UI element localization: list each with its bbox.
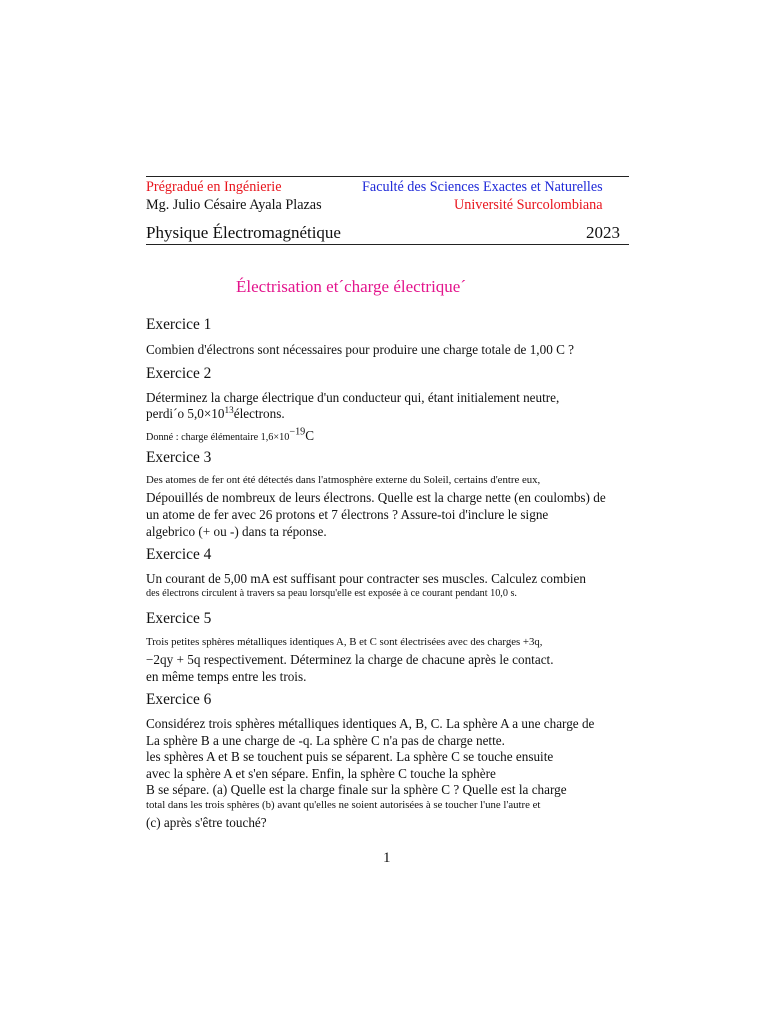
exercise-3-text-line: algebrico (+ ou -) dans ta réponse. bbox=[146, 524, 327, 539]
exercise-6-title: Exercice 6 bbox=[146, 691, 212, 708]
exercise-5-text-line: −2qy + 5q respectivement. Déterminez la charge de chacune après le contact. bbox=[146, 652, 554, 667]
author-name: Mg. Julio Césaire Ayala Plazas bbox=[146, 197, 322, 213]
exercise-6-text-line: Considérez trois sphères métalliques identiques A, B, C. La sphère A a une charge de bbox=[146, 716, 595, 731]
exercise-6-text-line: les sphères A et B se touchent puis se séparent. La sphère C se touche ensuite bbox=[146, 749, 554, 764]
exercise-6-text-line: (c) après s'être touché? bbox=[146, 815, 267, 830]
exercise-3-title: Exercice 3 bbox=[146, 449, 212, 466]
exercise-1-title: Exercice 1 bbox=[146, 316, 212, 333]
exercise-4-text-line: Un courant de 5,00 mA est suffisant pour contracter ses muscles. Calculez combien bbox=[146, 571, 586, 586]
exercise-2-text-line: perdi´o $5,0\times 10^{13}électrons$. bbox=[146, 404, 285, 421]
exercise-6-text-line: B se sépare. (a) Quelle est la charge finale sur la sphère C ? Quelle est la charge bbox=[146, 782, 567, 797]
exercise-4-text-line: des électrons circulent à travers sa peau lorsqu'elle est exposée à ce courant pendant 10,0 s. bbox=[146, 588, 517, 599]
page-number: 1 bbox=[383, 850, 391, 866]
exercise-5-text-line: Trois petites sphères métalliques identiques A, B et C sont électrisées avec des charges +3q, bbox=[146, 636, 543, 648]
exercise-6-text-line: total dans les trois sphères (b) avant qu'elles ne soient autorisées à se toucher l'une l'autre et bbox=[146, 799, 541, 811]
exercise-2-given: Donné : charge élémentaire $1,6\times 10^{-19}C$ bbox=[146, 426, 315, 443]
topic-title: Électrisation et´charge électrique´ bbox=[236, 277, 467, 296]
exercise-3-text-line: Dépouillés de nombreux de leurs électrons. Quelle est la charge nette (en coulombs) de bbox=[146, 490, 606, 505]
exercise-6-text-line: avec la sphère A et s'en sépare. Enfin, la sphère C touche la sphère bbox=[146, 766, 496, 781]
exercise-4-title: Exercice 4 bbox=[146, 546, 212, 563]
university-label: Université Surcolombiana bbox=[454, 197, 603, 213]
exercise-1-text: Combien d'électrons sont nécessaires pour produire une charge totale de 1,00 C ? bbox=[146, 342, 575, 357]
exercise-5-text-line: en même temps entre les trois. bbox=[146, 669, 307, 684]
faculty-label: Faculté des Sciences Exactes et Naturelles bbox=[362, 179, 603, 195]
exercise-2-title: Exercice 2 bbox=[146, 365, 212, 382]
header-top-rule bbox=[146, 176, 629, 177]
header-bottom-rule bbox=[146, 244, 629, 245]
exercise-6-text-line: La sphère B a une charge de -q. La sphère C n'a pas de charge nette. bbox=[146, 733, 505, 748]
exercise-3-text-line: un atome de fer avec 26 protons et 7 électrons ? Assure-toi d'inclure le signe bbox=[146, 507, 549, 522]
course-title: Physique Électromagnétique bbox=[146, 223, 341, 242]
exercise-5-title: Exercice 5 bbox=[146, 610, 212, 627]
exercise-3-text-line: Des atomes de fer ont été détectés dans l'atmosphère externe du Soleil, certains d'entre eux, bbox=[146, 474, 541, 486]
course-year: 2023 bbox=[586, 223, 620, 242]
exercise-2-text-line: Déterminez la charge électrique d'un conducteur qui, étant initialement neutre, bbox=[146, 390, 560, 405]
program-label: Prégradué en Ingénierie bbox=[146, 179, 282, 195]
